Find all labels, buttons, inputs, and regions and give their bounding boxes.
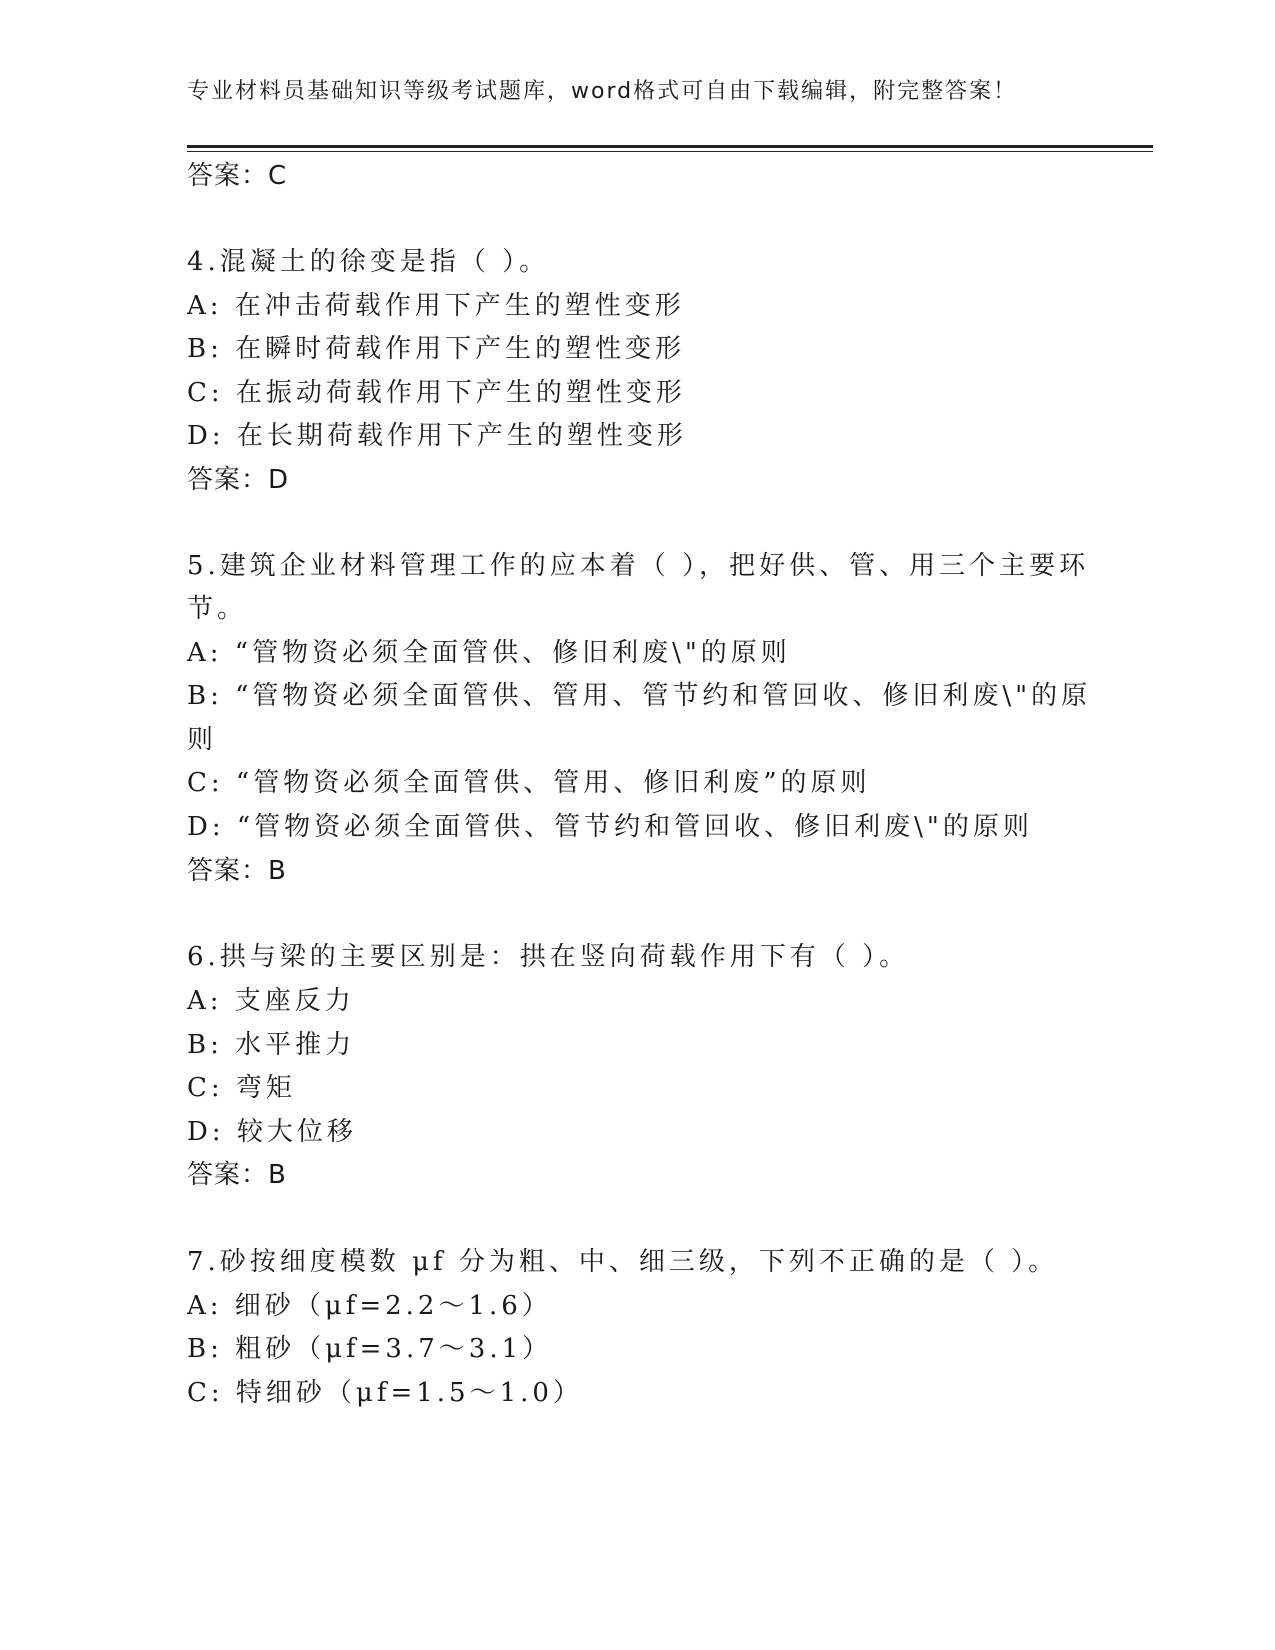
question-line: 7.砂按细度模数 μf 分为粗、中、细三级，下列不正确的是（ ）。	[187, 1247, 1059, 1277]
option-line: B: 粗砂（μf=3.7～3.1）	[187, 1334, 553, 1364]
option-line: 则	[187, 725, 218, 755]
option-line: A: 支座反力	[187, 986, 355, 1016]
option-line: B: “管物资必须全面管供、管用、管节约和管回收、修旧利废\"的原	[187, 681, 1092, 711]
option-line: D: “管物资必须全面管供、管节约和管回收、修旧利废\"的原则	[187, 812, 1033, 842]
option-line: C: 在振动荷载作用下产生的塑性变形	[187, 378, 686, 408]
answer-line: 答案：B	[187, 1160, 287, 1190]
option-line: B: 在瞬时荷载作用下产生的塑性变形	[187, 334, 686, 364]
option-line: C: “管物资必须全面管供、管用、修旧利废”的原则	[187, 768, 871, 798]
page-header-text: 专业材料员基础知识等级考试题库，word格式可自由下载编辑，附完整答案！	[187, 79, 1018, 104]
question-line: 6.拱与梁的主要区别是：拱在竖向荷载作用下有（ ）。	[187, 942, 910, 972]
question-line: 4.混凝土的徐变是指（ ）。	[187, 247, 550, 277]
answer-line: 答案：B	[187, 856, 287, 886]
option-line: A: 细砂（μf=2.2～1.6）	[187, 1291, 552, 1321]
option-line: A: “管物资必须全面管供、修旧利废\"的原则	[187, 638, 791, 668]
header-rule-thin	[187, 151, 1153, 152]
answer-line: 答案：D	[187, 465, 290, 495]
option-line: A: 在冲击荷载作用下产生的塑性变形	[187, 291, 685, 321]
option-line: C: 特细砂（μf=1.5～1.0）	[187, 1378, 583, 1408]
answer-line: 答案：C	[187, 161, 288, 191]
option-line: D: 在长期荷载作用下产生的塑性变形	[187, 421, 687, 451]
question-line: 5.建筑企业材料管理工作的应本着（ ），把好供、管、用三个主要环	[187, 551, 1090, 581]
option-line: D: 较大位移	[187, 1117, 357, 1147]
option-line: B: 水平推力	[187, 1030, 356, 1060]
option-line: C: 弯矩	[187, 1073, 296, 1103]
question-line: 节。	[187, 594, 248, 624]
header-rule-thick	[187, 145, 1153, 148]
